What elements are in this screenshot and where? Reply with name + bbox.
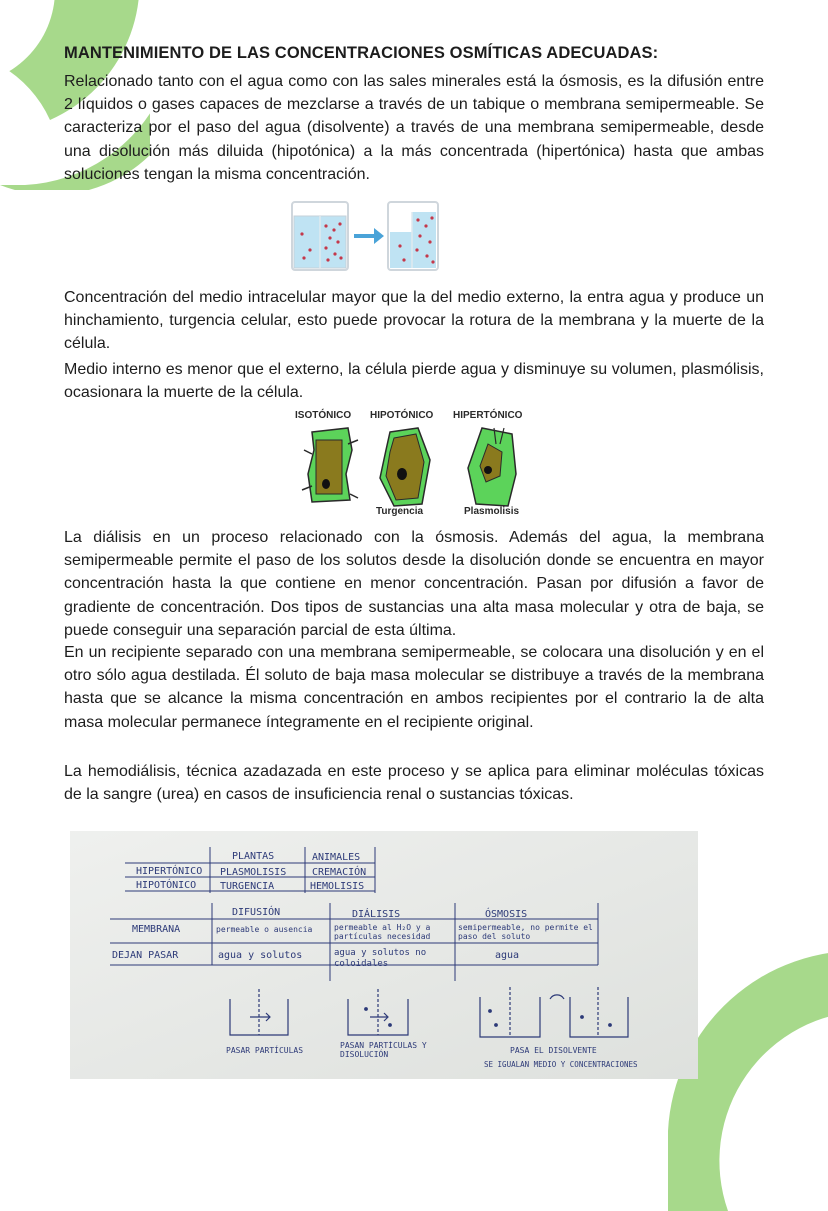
paragraph-osmosis: Relacionado tanto con el agua como con las sales minerales está la ósmosis, es la difusión entre 2 líquidos o gases capaces de mezclarse a través de un tabique o membrana semipermeable. Se caracteriza por el paso del agua (disolvente) a través de una membrana semipermeable, desde una disolución más diluida (hipotónica) a la más concentrada (hipertónica) hasta que ambas soluciones tengan la misma concentración. <box>64 73 764 183</box>
notes-t2-row1-dialisis-wrap <box>334 923 454 945</box>
notes-sketch-caption-3: PASA EL DISOLVENTE <box>510 1046 597 1055</box>
cell-hypertonic <box>468 428 516 506</box>
paragraph-turgencia: Concentración del medio intracelular mayor que la del medio externo, la entra agua y produce un hinchamiento, turgencia celular, esto puede provocar la rotura de la membrana y la muerte de la célula. <box>64 289 764 353</box>
paragraph-hemodialisis: La hemodiálisis, técnica azadazada en este proceso y se aplica para eliminar moléculas tóxicas de la sangre (urea) en casos de insuficiencia renal o sustancias tóxicas. <box>64 763 764 804</box>
beaker-right <box>388 202 438 270</box>
label-hipertonico: HIPERTÓNICO <box>453 410 523 421</box>
notes-t2-row2-dialisis-wrap <box>334 948 454 980</box>
notes-t1-row1-label: HIPERTÓNICO <box>136 866 203 877</box>
page-title: MANTENIMIENTO DE LAS CONCENTRACIONES OSMÍTICAS ADECUADAS: <box>64 44 659 62</box>
beaker-left <box>292 202 348 270</box>
arrow-right-icon <box>354 228 384 244</box>
cell-hypotonic <box>380 428 430 506</box>
notes-t1-row2-animales: HEMOLISIS <box>310 881 365 892</box>
label-hipotonico: HIPOTÓNICO <box>370 410 434 421</box>
notes-sketch-caption-1: PASAR PARTÍCULAS <box>226 1046 304 1055</box>
cell-isotonic <box>302 428 358 502</box>
paragraph-recipiente: En un recipiente separado con una membrana semipermeable, se colocara una disolución y en el otro sólo agua destilada. Él soluto de baja masa molecular se distribuye a través de la membrana hasta que se alcance la misma concentración en ambos recipientes por el contrario la de alta masa molecular permanece íntegramente en el recipiente original. <box>64 644 764 731</box>
notes-t2-row2-label: DEJAN PASAR <box>112 950 179 961</box>
notes-t1-row2-label: HIPOTÓNICO <box>136 880 197 891</box>
handwritten-notes-image <box>70 831 698 1079</box>
notes-t2-header-osmosis: ÓSMOSIS <box>485 909 528 920</box>
caption-turgencia: Turgencia <box>376 506 424 517</box>
notes-t2-row2-osmosis: agua <box>495 950 520 961</box>
notes-t1-header-plantas: PLANTAS <box>232 851 275 862</box>
notes-t2-row1-osmosis: semipermeable, no permite el paso del soluto <box>458 923 593 941</box>
notes-t1-row1-plantas: PLASMOLISIS <box>220 867 287 878</box>
beakers-osmosis-figure <box>290 198 440 274</box>
notes-t2-row2-difusion: agua y solutos <box>218 950 303 961</box>
notes-sketch-caption-2-wrap <box>340 1041 450 1067</box>
label-isotonico: ISOTÓNICO <box>295 410 352 421</box>
notes-sketch-caption-4: SE IGUALAN MEDIO Y CONCENTRACIONES <box>484 1060 638 1069</box>
notes-t2-row1-osmosis-wrap <box>458 923 596 945</box>
notes-t2-row1-dialisis: permeable al H₂O y a partículas necesidad <box>334 923 431 941</box>
notes-t1-row1-animales: CREMACIÓN <box>312 867 367 878</box>
notes-t1-row2-plantas: TURGENCIA <box>220 881 275 892</box>
cells-tonicity-figure <box>290 404 540 520</box>
notes-t2-row1-label: MEMBRANA <box>132 924 181 935</box>
notes-t2-row1-difusion: permeable o ausencia <box>216 925 313 934</box>
paragraph-dialisis: La diálisis en un proceso relacionado con la ósmosis. Además del agua, la membrana semipermeable permite el paso de los solutos desde la disolución donde se encuentra en mayor concentración hasta la que contiene en menor concentración. Pasan por difusión a favor de gradiente de concentración. Dos tipos de sustancias una alta masa molecular y otra de baja, se puede conseguir una separación parcial de esta última. <box>64 529 764 639</box>
notes-t2-row2-dialisis: agua y solutos no coloidales <box>334 948 427 969</box>
paragraph-plasmolisis: Medio interno es menor que el externo, la célula pierde agua y disminuye su volumen, plasmólisis, ocasionara la muerte de la célula. <box>64 361 764 402</box>
notes-t2-header-dialisis: DIÁLISIS <box>352 909 401 920</box>
notes-sketch-caption-2: PASAN PARTÍCULAS Y DISOLUCIÓN <box>340 1041 427 1059</box>
notes-t2-header-difusion: DIFUSIÓN <box>232 907 281 918</box>
notes-t1-header-animales: ANIMALES <box>312 852 361 863</box>
caption-plasmolisis: Plasmolisis <box>464 506 520 517</box>
